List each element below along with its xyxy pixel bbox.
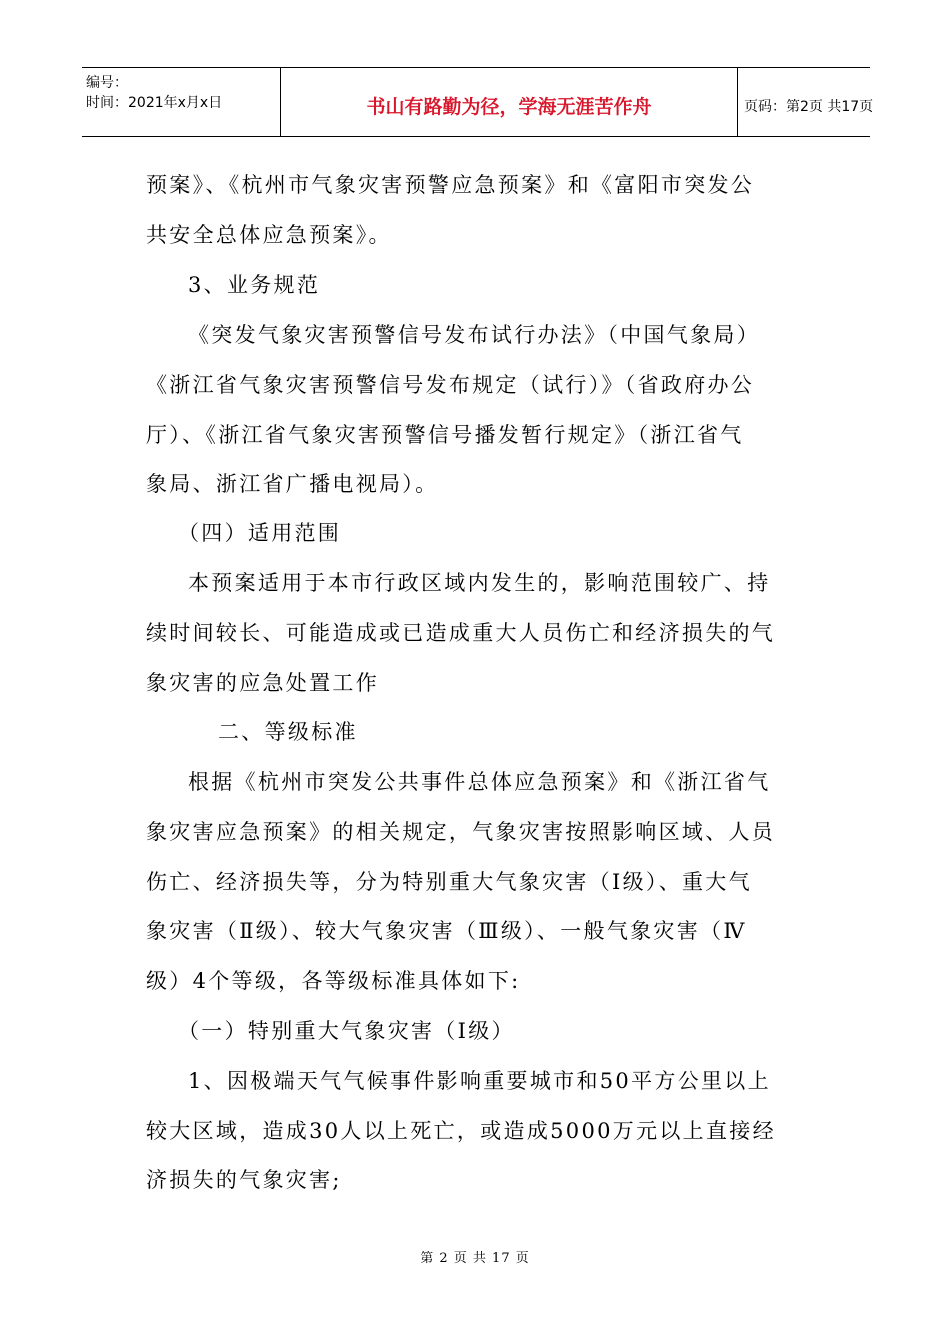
document-date-label: 时间：2021年x月x日 bbox=[86, 95, 223, 111]
body-line: 续时间较长、可能造成或已造成重大人员伤亡和经济损失的气 bbox=[146, 621, 776, 645]
body-line: 较大区域，造成30人以上死亡，或造成5000万元以上直接经 bbox=[146, 1119, 776, 1143]
page-footer: 第 2 页 共 17 页 bbox=[420, 1251, 530, 1266]
section-heading: 3、业务规范 bbox=[188, 273, 321, 297]
header-page-code: 页码：第2页 共17页 bbox=[744, 99, 874, 115]
body-line: 象局、浙江省广播电视局）。 bbox=[146, 472, 439, 496]
body-line: 预案》、《杭州市气象灾害预警应急预案》和《富阳市突发公 bbox=[146, 173, 755, 197]
header-right-cell bbox=[737, 68, 874, 136]
section-heading: （四）适用范围 bbox=[178, 521, 342, 545]
body-line: 象灾害的应急处置工作 bbox=[146, 671, 379, 695]
header-motto: 书山有路勤为径，学海无涯苦作舟 bbox=[366, 96, 652, 118]
header-middle-cell bbox=[280, 68, 738, 136]
body-line: 根据《杭州市突发公共事件总体应急预案》和《浙江省气 bbox=[188, 770, 771, 794]
body-line: 《浙江省气象灾害预警信号发布规定（试行）》（省政府办公 bbox=[146, 373, 755, 397]
body-line: 1、因极端天气气候事件影响重要城市和50平方公里以上 bbox=[188, 1069, 771, 1093]
body-line: 象灾害（Ⅱ级）、较大气象灾害（Ⅲ级）、一般气象灾害（Ⅳ bbox=[146, 919, 747, 943]
header-left-cell bbox=[82, 68, 280, 136]
body-line: 伤亡、经济损失等，分为特别重大气象灾害（Ⅰ级）、重大气 bbox=[146, 870, 752, 894]
body-line: 共安全总体应急预案》。 bbox=[146, 223, 392, 247]
section-heading: 二、等级标准 bbox=[218, 720, 358, 744]
body-line: 济损失的气象灾害; bbox=[146, 1168, 342, 1192]
body-line: 《突发气象灾害预警信号发布试行办法》（中国气象局） bbox=[188, 323, 760, 347]
page-header bbox=[82, 67, 874, 137]
body-line: 象灾害应急预案》的相关规定，气象灾害按照影响区域、人员 bbox=[146, 820, 776, 844]
section-heading: （一）特别重大气象灾害（Ⅰ级） bbox=[178, 1019, 515, 1043]
body-line: 厅）、《浙江省气象灾害预警信号播发暂行规定》（浙江省气 bbox=[146, 423, 744, 447]
body-line: 本预案适用于本市行政区域内发生的，影响范围较广、持 bbox=[188, 571, 771, 595]
document-code-label: 编号： bbox=[86, 75, 128, 91]
body-line: 级）4个等级，各等级标准具体如下: bbox=[146, 969, 521, 993]
